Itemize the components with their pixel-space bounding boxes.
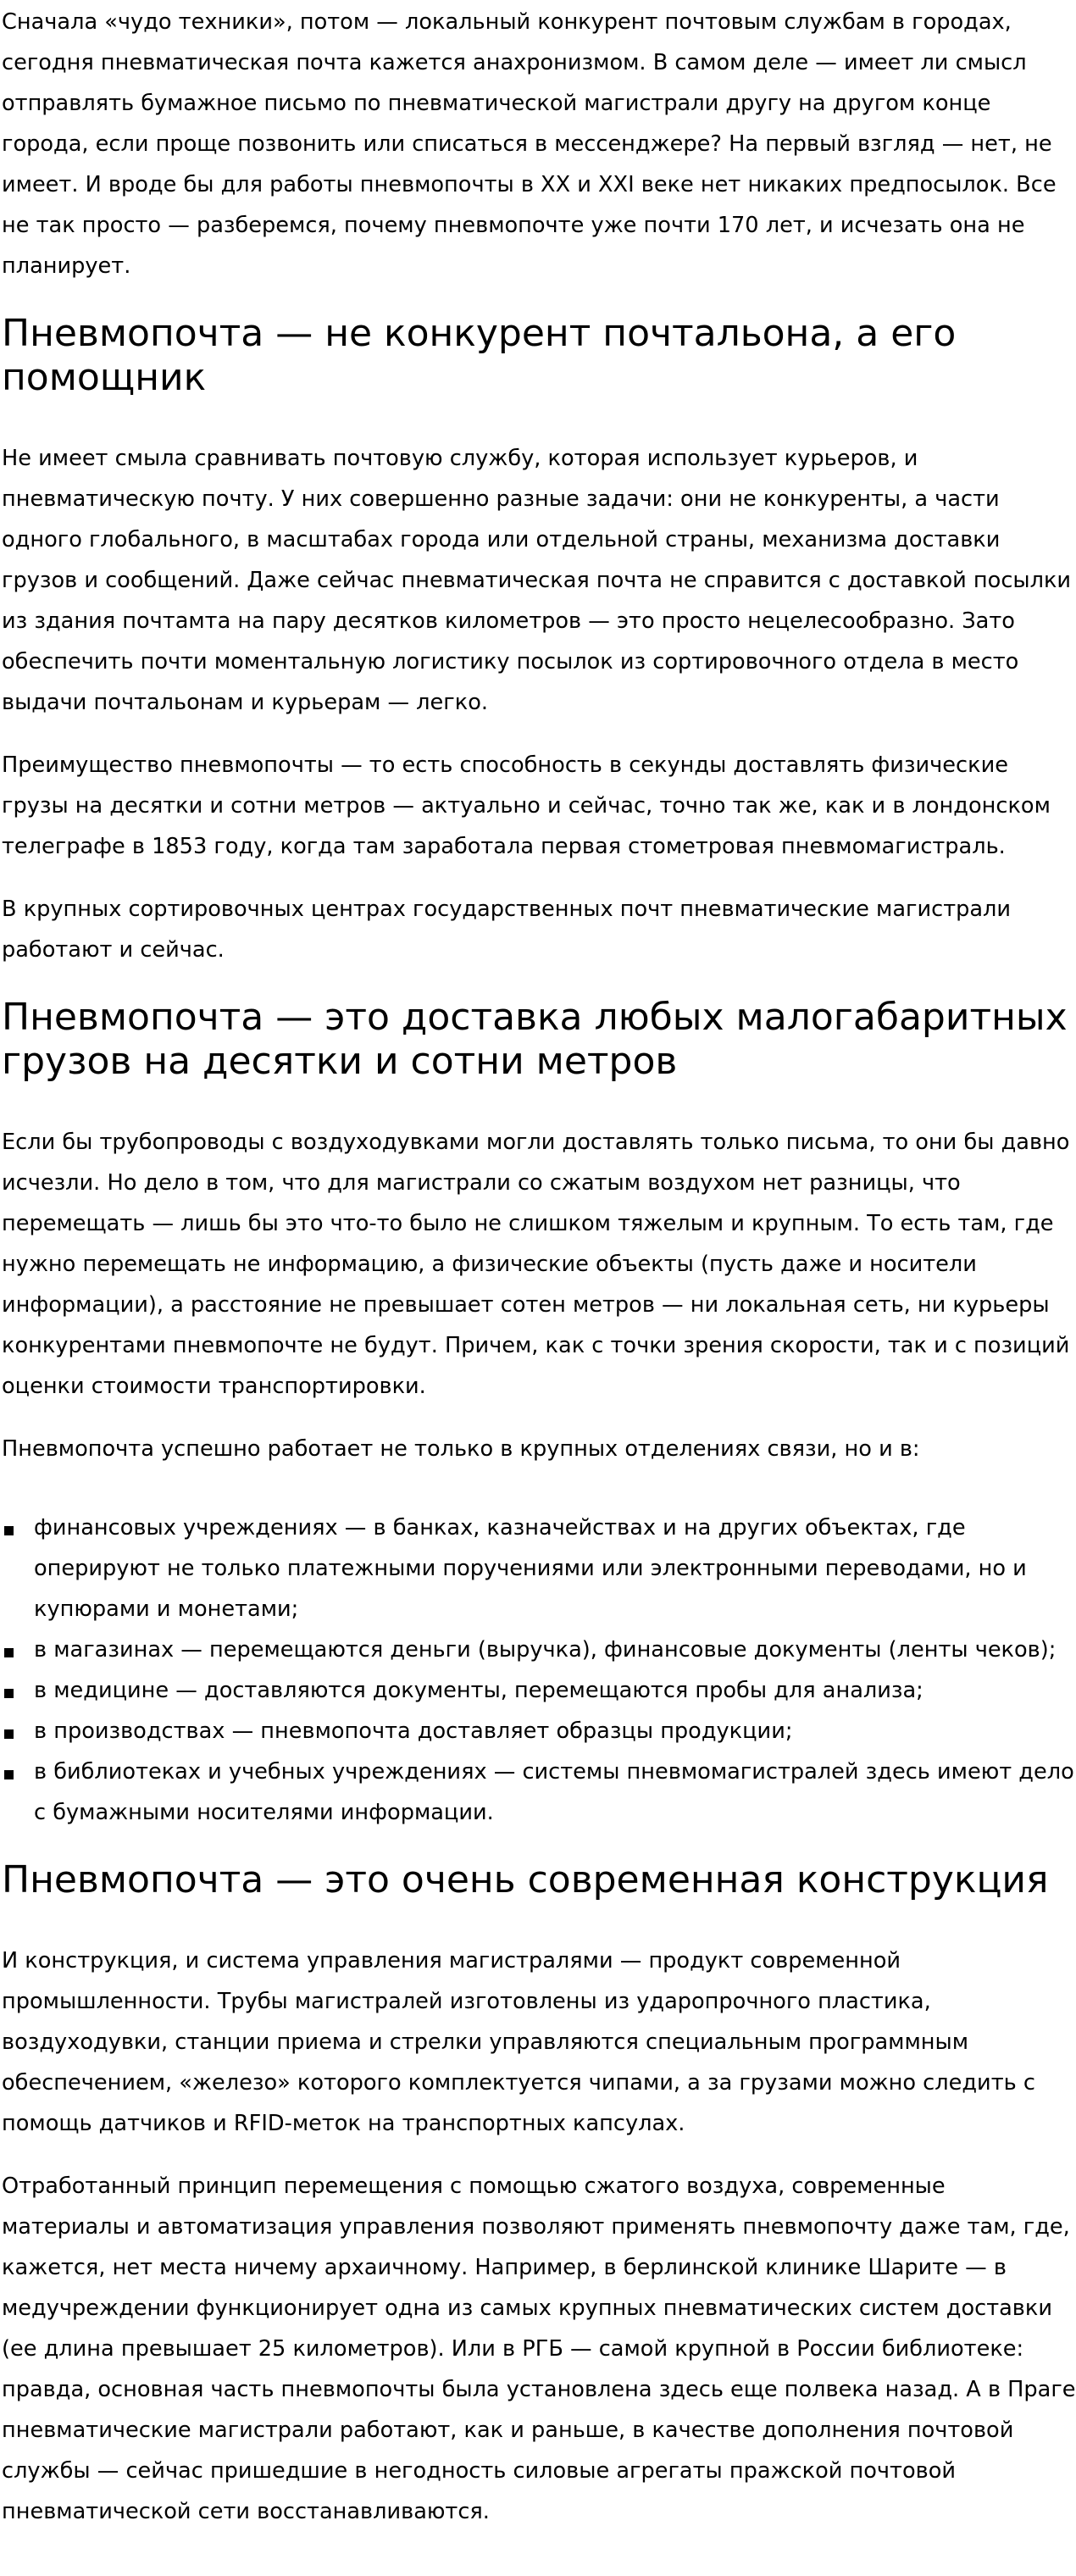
list-item xyxy=(2,1629,1076,1670)
list-item xyxy=(2,1670,1076,1711)
bullet-square-icon xyxy=(4,1729,14,1739)
section-heading-1: Пневмопочта — не конкурент почтальона, а его помощник xyxy=(2,312,957,399)
paragraph: Не имеет смыла сравнивать почтовую службу, которая использует курьеров, и пневматическую почту. У них совершенно разные задачи: они не конкуренты, а части одного глобального, в масштабах города или отдельной страны, механизма доставки грузов и сообщений. Даже сейчас пневматическая почта не справится с доставкой посылки из здания почтамта на пару десятков километров — это просто нецелесообразно. Зато обеспечить почти моментальную логистику посылок из сортировочного отдела в место выдачи почтальонам и курьерам — легко. xyxy=(2,446,1072,715)
bullet-square-icon xyxy=(4,1648,14,1657)
paragraph: Если бы трубопроводы с воздуходувками могли доставлять только письма, то они бы давно исчезли. Но дело в том, что для магистрали со сжатым воздухом нет разницы, что перемещать — лишь бы это что-то было не слишком тяжелым и крупным. То есть там, где нужно перемещать не информацию, а физические объекты (пусть даже и носители информации), а расстояние не превышает сотен метров — ни локальная сеть, ни курьеры конкурентами пневмопочте не будут. Причем, как с точки зрения скорости, так и с позиций оценки стоимости транспортировки. xyxy=(2,1130,1070,1399)
paragraph: И конструкция, и система управления магистралями — продукт современной промышленности. Трубы магистралей изготовлены из ударопрочного пластика, воздуходувки, станции приема и стрелки управляются специальным программным обеспечением, «железо» которого комплектуется чипами, а за грузами можно следить с помощь датчиков и RFID-меток на транспортных капсулах. xyxy=(2,1948,1035,2136)
bullet-square-icon xyxy=(4,1526,14,1535)
paragraph: Пневмопочта успешно работает не только в крупных отделениях связи, но и в: xyxy=(2,1436,920,1462)
bullet-list xyxy=(2,1507,1076,1833)
bullet-square-icon xyxy=(4,1689,14,1698)
intro-paragraph: Сначала «чудо техники», потом — локальный конкурент почтовым службам в городах, сегодня пневматическая почта кажется анахронизмом. В самом деле — имеет ли смысл отправлять бумажное письмо по пневматической магистрали другу на другом конце города, если проще позвонить или списаться в мессенджере? На первый взгляд — нет, не имеет. И вроде бы для работы пневмопочты в XX и XXI веке нет никаких предпосылок. Все не так просто — разберемся, почему пневмопочте уже почти 170 лет, и исчезать она не планирует. xyxy=(2,9,1057,279)
list-item-text: в производствах — пневмопочта доставляет образцы продукции; xyxy=(34,1718,793,1744)
bullet-square-icon xyxy=(4,1770,14,1779)
paragraph: В крупных сортировочных центрах государственных почт пневматические магистрали работают и сейчас. xyxy=(2,897,1012,963)
list-item-text: в библиотеках и учебных учреждениях — системы пневмомагистралей здесь имеют дело с бумажными носителями информации. xyxy=(34,1759,1074,1825)
list-item-text: в магазинах — перемещаются деньги (выручка), финансовые документы (ленты чеков); xyxy=(34,1637,1057,1663)
list-item xyxy=(2,1752,1076,1833)
list-item-text: в медицине — доставляются документы, перемещаются пробы для анализа; xyxy=(34,1678,923,1703)
section-heading-2: Пневмопочта — это доставка любых малогабаритных грузов на десятки и сотни метров xyxy=(2,996,1068,1083)
section-heading-3: Пневмопочта — это очень современная конструкция xyxy=(2,1858,1049,1901)
paragraph: Преимущество пневмопочты — то есть способность в секунды доставлять физические грузы на десятки и сотни метров — актуально и сейчас, точно так же, как и в лондонском телеграфе в 1853 году, когда там заработала первая стометровая пневмомагистраль. xyxy=(2,752,1051,859)
list-item-text: финансовых учреждениях — в банках, казначействах и на других объектах, где оперируют не только платежными поручениями или электронными переводами, но и купюрами и монетами; xyxy=(34,1515,1027,1622)
list-item xyxy=(2,1711,1076,1752)
paragraph: Отработанный принцип перемещения с помощью сжатого воздуха, современные материалы и автоматизация управления позволяют применять пневмопочту даже там, где, кажется, нет места ничему архаичному. Например, в берлинской клинике Шарите — в медучреждении функционирует одна из самых крупных пневматических систем доставки (ее длина превышает 25 километров). Или в РГБ — самой крупной в России библиотеке: правда, основная часть пневмопочты была установлена здесь еще полвека назад. А в Праге пневматические магистрали работают, как и раньше, в качестве дополнения почтовой службы — сейчас пришедшие в негодность силовые агрегаты пражской почтовой пневматической сети восстанавливаются. xyxy=(2,2174,1076,2524)
list-item xyxy=(2,1507,1076,1629)
